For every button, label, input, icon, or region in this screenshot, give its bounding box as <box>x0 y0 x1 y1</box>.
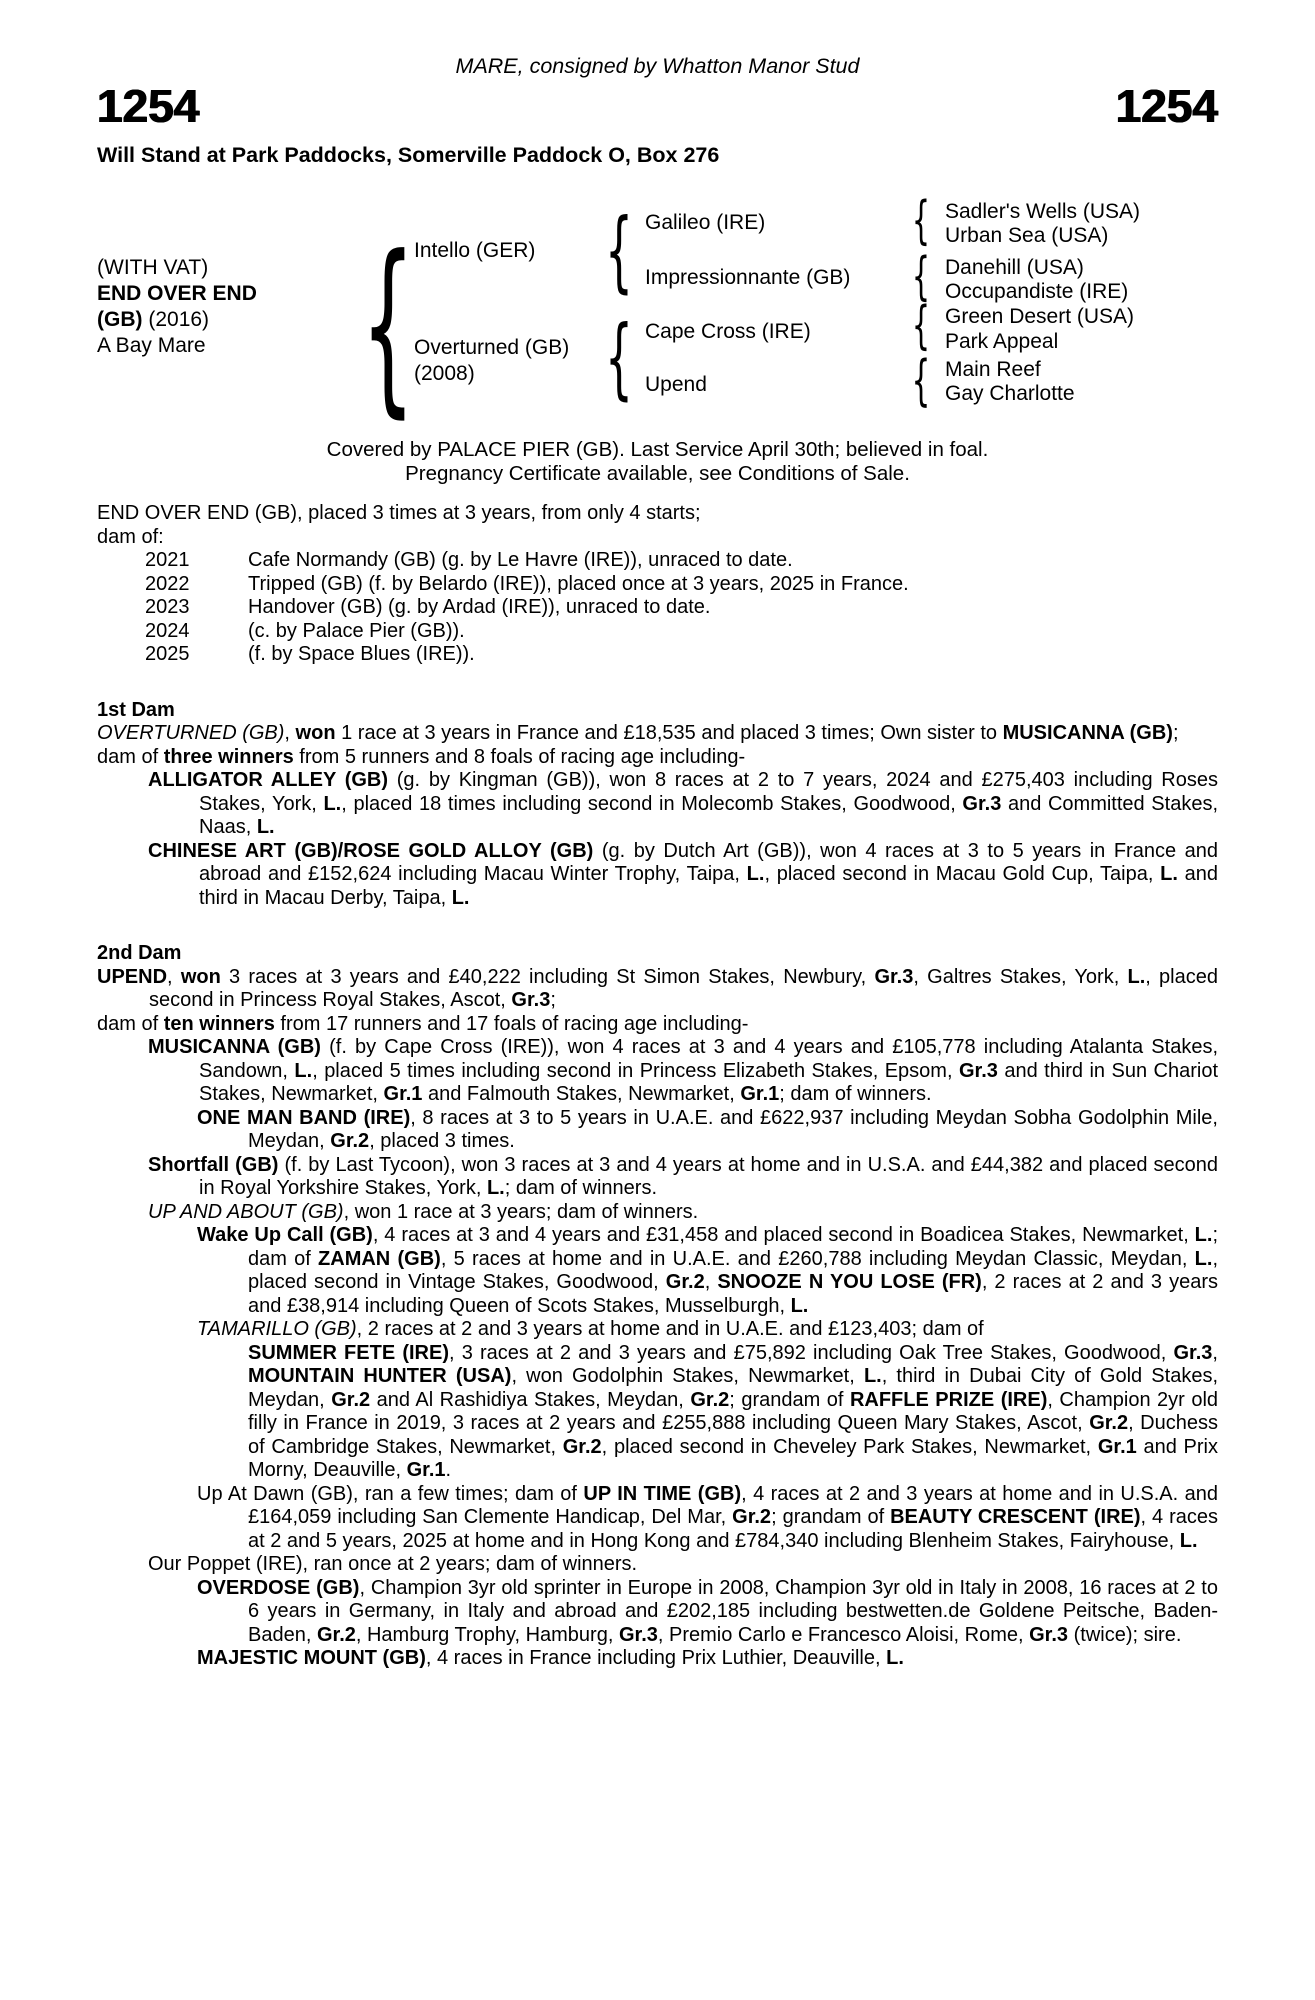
ancestor-name: Impressionnante (GB) <box>645 266 851 289</box>
produce-year: 2024 <box>145 619 190 642</box>
produce-row <box>97 643 1218 667</box>
ancestor-name: Green Desert (USA) <box>945 305 1135 328</box>
produce-intro: END OVER END (GB), placed 3 times at 3 years, from only 4 starts; <box>97 502 701 524</box>
sire-name: Intello (GER) <box>414 239 536 262</box>
produce-year: 2025 <box>145 643 190 665</box>
produce-row <box>97 620 1218 644</box>
pedigree-table <box>97 186 1218 436</box>
dam-paragraph: dam of three winners from 5 runners and 8 foals of racing age including- <box>97 745 746 768</box>
lot-number-left: 1254 <box>97 80 200 132</box>
dam-year: (2008) <box>414 362 475 385</box>
pedigree-brace: { <box>361 216 415 436</box>
ancestor-name: Gay Charlotte <box>945 382 1075 405</box>
produce-record <box>97 502 1218 667</box>
second-dam-section <box>97 942 1218 1671</box>
offspring-entry: CHINESE ART (GB)/ROSE GOLD ALLOY (GB) (g. by Dutch Art (GB)), won 4 races at 3 to 5 years in France and abroad and £152,624 including Macau Winter Trophy, Taipa, L., placed second in Macau Gold Cup, Taipa, L. and third in Macau Derby, Taipa, L. <box>148 839 1219 909</box>
ancestor-name: Urban Sea (USA) <box>945 224 1109 247</box>
lot-number-right: 1254 <box>1115 80 1218 132</box>
offspring-entry: MUSICANNA (GB) (f. by Cape Cross (IRE)), won 4 races at 3 and 4 years and £105,778 including Atalanta Stakes, Sandown, L., placed 5 times including second in Princess Elizabeth Stakes, Epsom, Gr.3 and third in Sun Chariot Stakes, Newmarket, Gr.1 and Falmouth Stakes, Newmarket, Gr.1; dam of winners. <box>148 1036 1219 1105</box>
pedigree-brace: { <box>911 247 931 308</box>
offspring-entry: MAJESTIC MOUNT (GB), 4 races in France including Prix Luthier, Deauville, L. <box>197 1647 904 1669</box>
dam-of-label: dam of: <box>97 525 164 548</box>
pedigree-brace: { <box>911 296 931 357</box>
offspring-entry: Our Poppet (IRE), ran once at 2 years; dam of winners. <box>148 1553 638 1575</box>
offspring-entry: Wake Up Call (GB), 4 races at 3 and 4 years and £31,458 and placed second in Boadicea Stakes, Newmarket, L.; dam of ZAMAN (GB), 5 races at home and in U.A.E. and £260,788 including Meydan Classic, Meydan, L., placed second in Vintage Stakes, Goodwood, Gr.2, SNOOZE N YOU LOSE (FR), 2 races at 2 and 3 years and £38,914 including Queen of Scots Stakes, Musselburgh, L. <box>197 1224 1218 1317</box>
produce-text: (c. by Palace Pier (GB)). <box>248 619 465 642</box>
dam-block <box>414 335 569 387</box>
produce-year: 2023 <box>145 596 190 618</box>
offspring-entry: SUMMER FETE (IRE), 3 races at 2 and 3 years and £75,892 including Oak Tree Stakes, Goodwood, Gr.3, MOUNTAIN HUNTER (USA), won Godolphin Stakes, Newmarket, L., third in Dubai City of Gold Stakes, Meydan, Gr.2 and Al Rashidiya Stakes, Meydan, Gr.2; grandam of RAFFLE PRIZE (IRE), Champion 2yr old filly in France in 2019, 3 races at 2 years and £255,888 including Queen Mary Stakes, Ascot, Gr.2, Duchess of Cambridge Stakes, Newmarket, Gr.2, placed second in Cheveley Park Stakes, Newmarket, Gr.1 and Prix Morny, Deauville, Gr.1. <box>248 1341 1219 1481</box>
produce-row <box>97 596 1218 620</box>
stand-location-line: Will Stand at Park Paddocks, Somerville Paddock O, Box 276 <box>97 143 720 167</box>
produce-row <box>97 549 1218 573</box>
produce-text: Cafe Normandy (GB) (g. by Le Havre (IRE)), unraced to date. <box>248 549 793 571</box>
pedigree-brace: { <box>605 306 633 410</box>
produce-year: 2021 <box>145 549 190 571</box>
horse-suffix-year: (GB) (2016) <box>97 308 210 331</box>
subject-horse-block <box>97 255 257 359</box>
produce-text: Handover (GB) (g. by Ardad (IRE)), unraced to date. <box>248 596 711 618</box>
pedigree-brace: { <box>605 199 633 303</box>
ancestor-name: Main Reef <box>945 358 1041 381</box>
pedigree-brace: { <box>911 349 931 413</box>
ancestor-name: Galileo (IRE) <box>645 211 766 234</box>
produce-text: Tripped (GB) (f. by Belardo (IRE)), placed once at 3 years, 2025 in France. <box>248 572 909 595</box>
first-dam-section <box>97 699 1218 911</box>
section-header-2nd-dam: 2nd Dam <box>97 942 182 964</box>
dam-paragraph: dam of ten winners from 17 runners and 17 foals of racing age including- <box>97 1012 749 1035</box>
ancestor-name: Upend <box>645 373 707 396</box>
offspring-entry: Shortfall (GB) (f. by Last Tycoon), won 3 races at 3 and 4 years at home and in U.S.A. and £44,382 and placed second in Royal Yorkshire Stakes, York, L.; dam of winners. <box>148 1153 1218 1199</box>
covering-details <box>97 438 1218 486</box>
ancestor-name: Danehill (USA) <box>945 256 1084 279</box>
ancestor-name: Occupandiste (IRE) <box>945 280 1129 303</box>
consignor-line: MARE, consigned by Whatton Manor Stud <box>455 54 860 78</box>
ancestor-name: Park Appeal <box>945 330 1059 353</box>
section-header-1st-dam: 1st Dam <box>97 698 175 721</box>
pregnancy-line: Pregnancy Certificate available, see Conditions of Sale. <box>405 462 910 485</box>
offspring-entry: ALLIGATOR ALLEY (GB) (g. by Kingman (GB)), won 8 races at 2 to 7 years, 2024 and £275,403 including Roses Stakes, York, L., placed 18 times including second in Molecomb Stakes, Goodwood, Gr.3 and Committed Stakes, Naas, L. <box>148 769 1218 838</box>
dam-paragraph: OVERTURNED (GB), won 1 race at 3 years in France and £18,535 and placed 3 times; Own sister to MUSICANNA (GB); <box>97 722 1179 744</box>
offspring-entry: ONE MAN BAND (IRE), 8 races at 3 to 5 years in U.A.E. and £622,937 including Meydan Sobha Godolphin Mile, Meydan, Gr.2, placed 3 times. <box>197 1106 1218 1152</box>
pedigree-brace: { <box>911 191 931 252</box>
dam-paragraph: UPEND, won 3 races at 3 years and £40,222 including St Simon Stakes, Newbury, Gr.3, Galtres Stakes, York, L., placed second in Princess Royal Stakes, Ascot, Gr.3; <box>97 965 1218 1011</box>
offspring-entry: Up At Dawn (GB), ran a few times; dam of UP IN TIME (GB), 4 races at 2 and 3 years at home and in U.S.A. and £164,059 including San Clemente Handicap, Del Mar, Gr.2; grandam of BEAUTY CRESCENT (IRE), 4 races at 2 and 5 years, 2025 at home and in Hong Kong and £784,340 including Blenheim Stakes, Fairyhouse, L. <box>197 1482 1218 1552</box>
covered-line: Covered by PALACE PIER (GB). Last Service April 30th; believed in foal. <box>326 438 989 461</box>
horse-name: END OVER END <box>97 282 257 305</box>
lot-number-row <box>97 82 1218 130</box>
offspring-entry: TAMARILLO (GB), 2 races at 2 and 3 years at home and in U.A.E. and £123,403; dam of <box>197 1318 984 1340</box>
horse-description: A Bay Mare <box>97 334 206 357</box>
produce-text: (f. by Space Blues (IRE)). <box>248 643 475 665</box>
ancestor-name: Cape Cross (IRE) <box>645 320 811 343</box>
offspring-entry: OVERDOSE (GB), Champion 3yr old sprinter in Europe in 2008, Champion 3yr old in Italy in 2008, 16 races at 2 to 6 years in Germany, in Italy and abroad and £202,185 including bestwetten.de Goldene Peitsche, Baden-Baden, Gr.2, Hamburg Trophy, Hamburg, Gr.3, Premio Carlo e Francesco Aloisi, Rome, Gr.3 (twice); sire. <box>197 1576 1218 1646</box>
dam-name: Overturned (GB) <box>414 336 570 359</box>
offspring-entry: UP AND ABOUT (GB), won 1 race at 3 years; dam of winners. <box>148 1200 699 1223</box>
produce-row <box>97 573 1218 597</box>
produce-year: 2022 <box>145 572 190 595</box>
ancestor-name: Sadler's Wells (USA) <box>945 200 1140 223</box>
vat-note: (WITH VAT) <box>97 256 209 279</box>
